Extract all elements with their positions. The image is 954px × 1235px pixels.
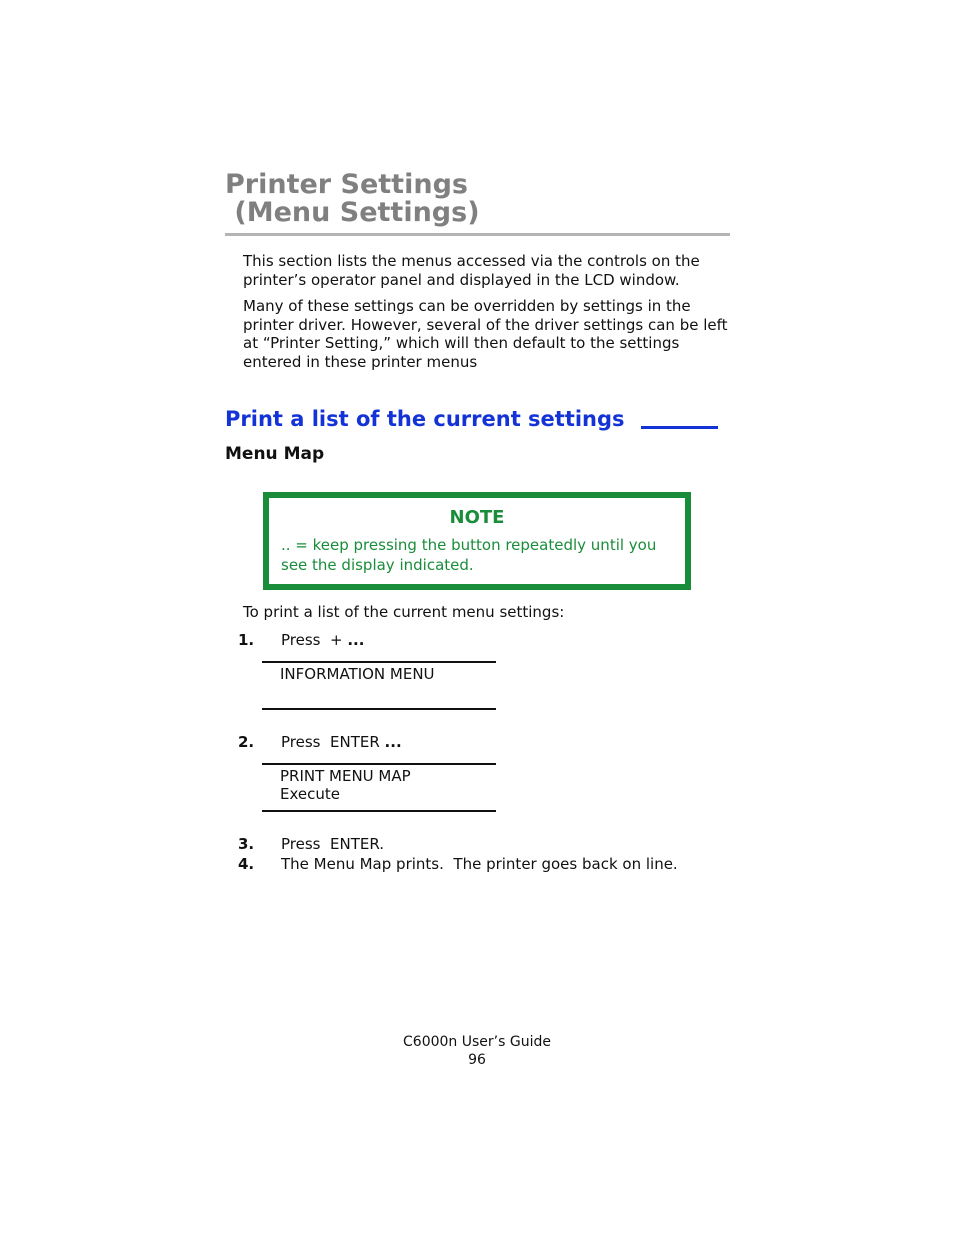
lcd-line-1: INFORMATION MENU — [280, 665, 435, 683]
step-number: 3. — [238, 835, 255, 853]
section-heading-text: Print a list of the current settings — [225, 407, 625, 431]
step-text: Press ENTER. — [281, 835, 385, 853]
lcd-display — [262, 661, 496, 710]
sub-heading: Menu Map — [225, 444, 325, 464]
lcd-line-1: PRINT MENU MAP — [280, 767, 411, 785]
note-box — [263, 492, 691, 590]
page-title — [225, 170, 730, 236]
footer-page-number: 96 — [468, 1052, 486, 1068]
step-number: 1. — [238, 631, 255, 649]
step-number: 2. — [238, 733, 255, 751]
step-text — [281, 733, 402, 751]
instructions-intro: To print a list of the current menu settings: — [243, 603, 565, 621]
step-text — [281, 631, 364, 649]
page-title-line-1: Printer Settings — [225, 169, 468, 200]
section-heading — [225, 405, 718, 433]
lcd-line-2: Execute — [280, 785, 340, 803]
note-title: NOTE — [449, 507, 505, 528]
step-text-ellipsis: ... — [347, 631, 365, 649]
lcd-display — [262, 763, 496, 812]
intro-paragraph-2: Many of these settings can be overridden by settings in the printer driver. However, several of the driver settings can be left at “Printer Setting,” which will then default to the settings entered in these printer menus — [243, 297, 728, 371]
footer-guide-title: C6000n User’s Guide — [403, 1034, 551, 1050]
note-text: .. = keep pressing the button repeatedly until you see the display indicated. — [281, 536, 657, 574]
intro-paragraph-1: This section lists the menus accessed via the controls on the printer’s operator panel and displayed in the LCD window. — [243, 252, 700, 289]
section-heading-rule — [641, 426, 718, 429]
step-text-main: Press + — [281, 631, 348, 649]
step-text-main: Press ENTER — [281, 733, 385, 751]
page-title-line-2: (Menu Settings) — [225, 197, 480, 228]
step-text-ellipsis: ... — [384, 733, 402, 751]
step-text: The Menu Map prints. The printer goes back on line. — [281, 855, 678, 873]
step-number: 4. — [238, 855, 255, 873]
